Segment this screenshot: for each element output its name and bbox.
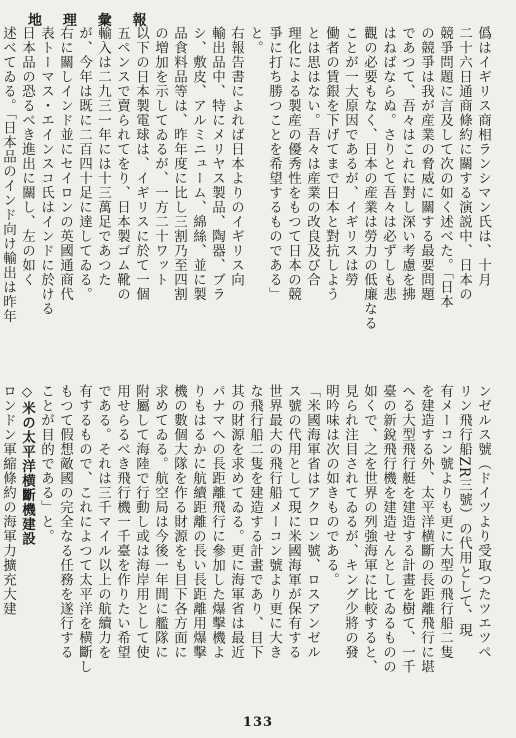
text-column: を建造する外、太平洋横斷の長距離飛行に堪 (418, 384, 434, 674)
text-column: 二十六日通商條約に關する演説中、日本の (456, 26, 472, 302)
text-column: 右に關しインド並にセイロンの英國通商代 (57, 26, 73, 302)
text-column: はねばならぬ。さりとて吾々は必ずしも悲 (380, 26, 396, 302)
text-column: である。それは三千マイル以上の航續力を (95, 384, 111, 660)
text-column: リン飛行船ZR三號）の代用として、現 (456, 384, 472, 638)
text-column: 如くで、之を世界の列強海軍に比較すると、 (361, 384, 377, 674)
text-column: 述べてゐる。「日本品のインド向け輸出は昨年 (0, 26, 16, 324)
text-column: 附屬して海陸で行動し或は海岸用として使 (133, 384, 149, 660)
text-column: りもはるかに航續距離の長い長距離用爆擊 (190, 384, 206, 660)
text-column: 五ペンスで賣られてをり、日本製ゴム靴の (114, 26, 130, 302)
text-column: 「米國海軍省はアクロン號、ロスアンゼル (304, 384, 320, 660)
text-column: とは思はない。吾々は産業の改良及び合 (304, 26, 320, 287)
text-column: 爭に打ち勝つことを希望するものである」 (266, 26, 282, 302)
text-column: が、今年は既に二百四十足に達してゐる。 (76, 26, 92, 302)
text-column: 輸入は二九三一年には十三萬足であつた (95, 26, 111, 287)
text-column: 臺の新銳飛行機を建造せんとしてゐるものの (380, 384, 396, 674)
text-column: の競爭は我が産業の脅威に關する最要問題 (418, 26, 434, 302)
page-number: 133 (242, 715, 274, 730)
text-column: 機の數個大隊を作る財源をも目下各方面に (171, 384, 187, 660)
text-column: 有メーコン號よりも更に大型の飛行船二隻 (437, 384, 453, 660)
text-column: パナマへの長距離飛行に參加した爆擊機よ (209, 384, 225, 660)
text-column: もつて假想敵國の完全なる任務を遂行する (57, 384, 73, 660)
text-column: ことが目的である」と。 (38, 384, 54, 544)
text-column: ロンドン軍縮條約の海軍力擴充大建 (0, 384, 16, 616)
text-column: であつて、吾々はこれに對し深い考慮を拂 (399, 26, 415, 302)
text-column: 其の財源を求めてゐる。更に海軍省は最近 (228, 384, 244, 660)
text-column: な飛行船二隻を建造する計畫であり、目下 (247, 384, 263, 660)
section-heading: ◇米の太平洋横斷機建設 (19, 384, 35, 546)
text-column: 品食料品等は、昨年度に比し三割乃至四割 (171, 26, 187, 302)
text-column: 用せらるべき飛行機一千臺を作りたい希望 (114, 384, 130, 660)
text-column: 競爭問題に言及して次の如く述べた。「日本 (437, 26, 453, 310)
text-column: 見られ注目されてゐるが、キング少將の發 (342, 384, 358, 660)
text-column: ンゼルス號（ドイツより受取つたツエツペ (475, 384, 491, 660)
text-column: 求めてゐる。航空局は今後一年間に艦隊に (152, 384, 168, 660)
running-header: 地 理 彙 報 (28, 13, 155, 29)
text-column: シ、敷皮、アルミニューム、綿絲、並に製 (190, 26, 206, 302)
top-text-block (0, 26, 492, 378)
text-column: 世界最大の飛行船メーコン號より更に大き (266, 384, 282, 660)
text-column: 有するもので、これによつて太平洋を横斷し (76, 384, 92, 674)
text-column: 日本品の恐るべき進出に關し、左の如く (19, 26, 35, 287)
text-column: 表トーマス・エインスコ氏はインドに於ける (38, 26, 54, 316)
text-column: ことが一大原因であるが、イギリスは勞 (342, 26, 358, 287)
text-column: ス號の代用として現に米國海軍が保有する (285, 384, 301, 660)
text-column: 僞はイギリス商相ランシマン氏は、十月 (475, 26, 491, 287)
text-column: 以下の日本製電球は、イギリスに於て一個 (133, 26, 149, 302)
bottom-text-block (0, 384, 492, 718)
text-column: 輸出品中、特にメリヤス製品、陶器、ブラ (209, 26, 225, 302)
text-column: 働者の賃銀を下げてまで日本と對抗しよう (323, 26, 339, 302)
text-column: 右報告書によれば日本よりのイギリス向 (228, 26, 244, 287)
text-column: へる大型飛行艇を建造する計畫を樹て、一千 (399, 384, 415, 674)
text-column: と。 (247, 26, 263, 55)
text-column: 理化による製産の優秀性をもつて日本の競 (285, 26, 301, 302)
text-column: 明吟味は次の如きものである。 (323, 384, 339, 587)
text-column: 觀の必要もなく、日本の産業は勞力の低廉なる (361, 26, 377, 331)
text-column: の増加を示してゐるが、一方二十ワット (152, 26, 168, 287)
